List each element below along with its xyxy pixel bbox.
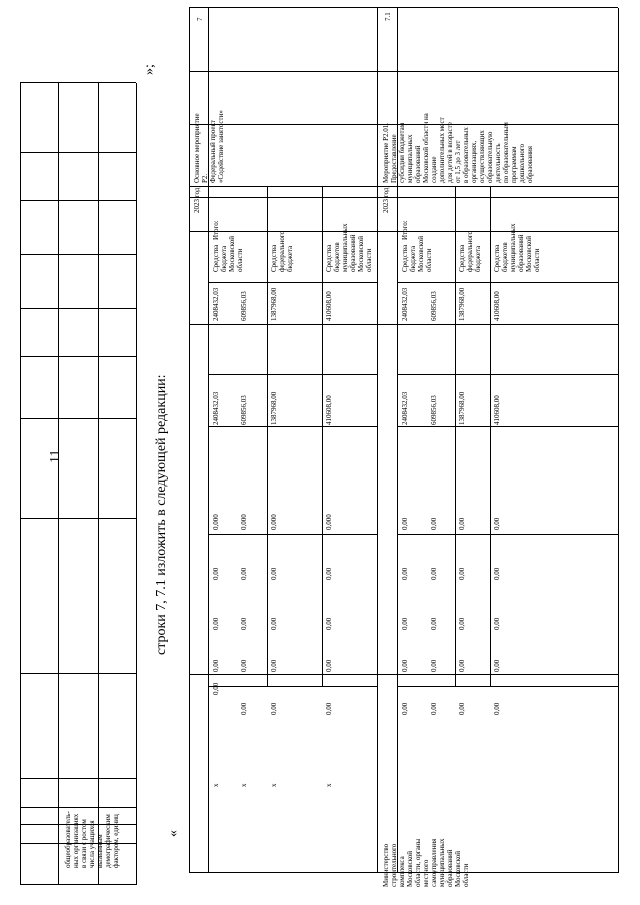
row7-src2-resp: х	[270, 783, 278, 787]
row71-src2-y2027: 0,00	[493, 659, 501, 672]
row7-src3-y2025: 0,00	[240, 567, 248, 580]
row71-src3-y2026: 0,00	[430, 617, 438, 630]
row7-src0-label: Итого:	[212, 220, 220, 240]
row71-src0-label: Итого:	[401, 220, 409, 240]
row7-src0-y2025: 0,00	[212, 567, 220, 580]
page-number: 11	[48, 449, 63, 463]
row71-year: 2023 год	[382, 187, 390, 213]
prev-indicator-text: общеобразователь- ных организациях в связи с ростом числа учащихся вызванным демографическим фактором, единиц	[64, 811, 120, 868]
row71-src2-y2026: 0,00	[493, 617, 501, 630]
row7-src1-label: Средства бюджета Московской области	[212, 235, 244, 272]
row7-src2-label: Средства федерального бюджета	[270, 230, 294, 272]
row71-src3-total: 609856,03	[430, 291, 438, 321]
row7-src1-y2028: 0,00	[270, 702, 278, 715]
row71-src3-y2027: 0,00	[430, 659, 438, 672]
row71-number: 7.1	[384, 12, 392, 21]
row7-src3-y2026: 0,00	[240, 617, 248, 630]
row71-name: Мероприятие Р2.01. Предоставление субсидии бюджетам муниципальных образований Московской области на создание дополнительных мест для детей в возрасте от 1,5 до 3 лет в образовательных организациях, осуществляющих образовательную деятельность по образовательным программам дошкольного образования	[382, 113, 534, 183]
row71-responsible: Министерство строительного комплекса Московской области, органы местного самоуправления муниципальных образований Московской области	[382, 838, 470, 887]
row7-src0-y2026: 0,00	[212, 617, 220, 630]
row7-src1-resp: х	[240, 783, 248, 787]
row7-src0-y2023: 2408432,03	[212, 391, 220, 425]
row7-src2-y2028: 0,00	[325, 702, 333, 715]
row71-src1-y2026: 0,00	[458, 617, 466, 630]
row71-src3-label: Средства бюджетов муниципальных образований Московской области	[493, 223, 541, 272]
amendment-statement: строки 7, 7.1 изложить в следующей редакции:	[154, 374, 169, 655]
row7-src2-y2026: 0,00	[325, 617, 333, 630]
row71-src2-y2025: 0,00	[493, 567, 501, 580]
row7-src3-y2027: 0,00	[240, 659, 248, 672]
row7-src0-y2024: 0,000	[212, 514, 220, 530]
row71-src0-total: 2408432,03	[401, 287, 409, 321]
row7-src1-y2023: 1387968,00	[270, 391, 278, 425]
row71-src0-y2023: 2408432,03	[401, 391, 409, 425]
row7-src1-total: 1387968,00	[270, 287, 278, 321]
row71-src2-total: 410608,00	[493, 291, 501, 321]
row7-name: Основное мероприятие Р2. Федеральный проект «Содействие занятости»	[193, 110, 225, 183]
row7-src3-label: Средства бюджетов муниципальных образований Московской области	[325, 223, 373, 272]
row71-src2-y2024: 0,00	[493, 517, 501, 530]
row71-src3-y2028: 0,00	[430, 702, 438, 715]
row71-src2-label: Средства федерального бюджета	[458, 230, 482, 272]
row71-src0-y2028: 0,00	[401, 702, 409, 715]
row7-year: 2023 год	[193, 187, 201, 213]
row71-src1-y2024: 0,00	[458, 517, 466, 530]
row7-src3-resp: х	[325, 783, 333, 787]
row7-src1-y2026: 0,00	[270, 617, 278, 630]
row7-number: 7	[196, 17, 204, 21]
row7-src0-resp: х	[212, 783, 220, 787]
row7-src2-y2027: 0,00	[325, 659, 333, 672]
row71-src3-y2023: 609856,03	[430, 395, 438, 425]
row71-src1-y2028: 0,00	[458, 702, 466, 715]
row7-src2-y2025: 0,00	[325, 567, 333, 580]
row7-src2-y2024: 0,000	[325, 514, 333, 530]
row7-src2-total: 410608,00	[325, 291, 333, 321]
row7-src1-y2024: 0,000	[270, 514, 278, 530]
opening-quote: «	[166, 830, 181, 837]
row71-src3-y2025: 0,00	[430, 567, 438, 580]
row7-src3-y2023: 609856,03	[240, 395, 248, 425]
row71-src1-total: 1387968,00	[458, 287, 466, 321]
row71-src0-y2024: 0,00	[401, 517, 409, 530]
row7-src0-y2028: 0,00	[212, 682, 220, 695]
row7-src0-total: 2408432,03	[212, 287, 220, 321]
row7-src2-y2023: 410608,00	[325, 395, 333, 425]
row71-src0-y2026: 0,00	[401, 617, 409, 630]
row71-src0-y2027: 0,00	[401, 659, 409, 672]
row71-src1-label: Средства бюджета Московской области	[401, 235, 433, 272]
row71-src1-y2027: 0,00	[458, 659, 466, 672]
row71-src1-y2023: 1387968,00	[458, 391, 466, 425]
row7-src3-y2028: 0,00	[240, 702, 248, 715]
row71-src1-y2025: 0,00	[458, 567, 466, 580]
row7-src3-total: 609856,03	[240, 291, 248, 321]
row71-src3-y2024: 0,00	[430, 517, 438, 530]
row7-src0-y2027: 0,00	[212, 659, 220, 672]
row71-src2-y2028: 0,00	[493, 702, 501, 715]
row7-src1-y2027: 0,00	[270, 659, 278, 672]
row7-src1-y2025: 0,00	[270, 567, 278, 580]
row71-src2-y2023: 410608,00	[493, 395, 501, 425]
closing-quote: »;	[142, 64, 157, 75]
row7-src3-y2024: 0,000	[240, 514, 248, 530]
row71-src0-y2025: 0,00	[401, 567, 409, 580]
